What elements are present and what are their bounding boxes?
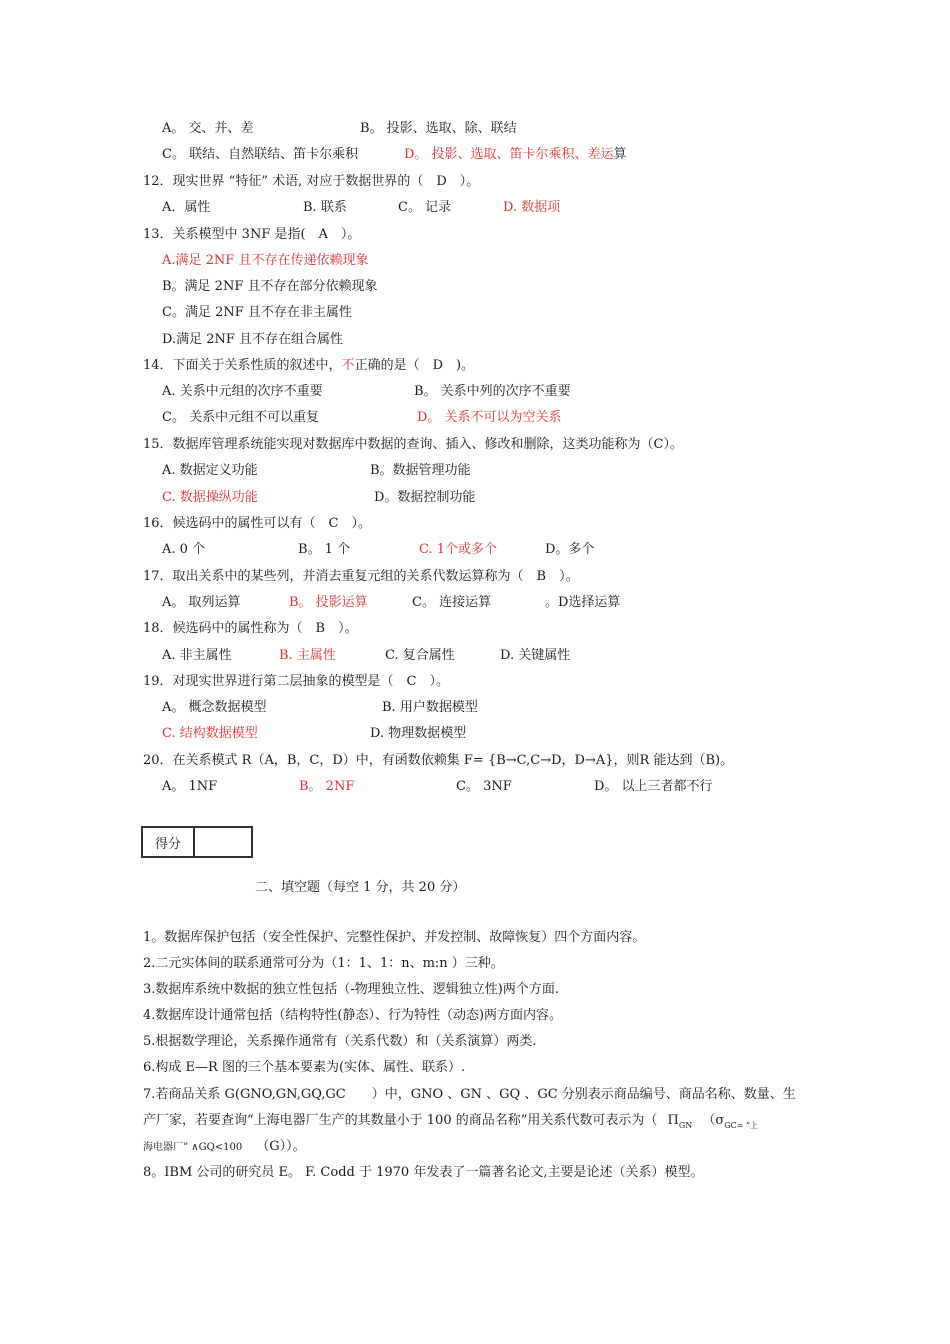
q11-answer-text: D。 投影、选取、笛卡尔乘积、差运 (404, 147, 614, 162)
q19-option-a: A。 概念数据模型 (162, 700, 267, 715)
fill-item-7-line1: 7.若商品关系 G(GNO,GN,GQ,GC ）中，GNO 、GN 、GQ 、GC 分别表示商品编号、商品名称、数量、生 (143, 1087, 796, 1102)
q12-stem: 12．现实世界 “特征” 术语, 对应于数据世界的（ D ）。 (143, 174, 480, 189)
selection-subscript: GC= “上 (724, 1121, 759, 1130)
q13-option-b: B。满足 2NF 且不存在部分依赖现象 (162, 279, 378, 294)
score-box (141, 826, 253, 858)
q15-option-a: A. 数据定义功能 (162, 463, 258, 478)
q15-stem: 15．数据库管理系统能实现对数据库中数据的查询、插入、修改和删除，这类功能称为（C）。 (143, 437, 683, 452)
q18-option-c: C. 复合属性 (385, 648, 455, 663)
fill-item-3: 3.数据库系统中数据的独立性包括（-物理独立性、逻辑独立性)两个方面. (143, 982, 560, 997)
q15-option-d: D。数据控制功能 (374, 490, 476, 505)
fill-item-2: 2.二元实体间的联系通常可分为（1：1、1：n、m:n ）三种。 (143, 956, 504, 971)
score-cell (194, 827, 252, 857)
fill-item-8: 8。IBM 公司的研究员 E。 F. Codd 于 1970 年发表了一篇著名论文,主要是论述（关系）模型。 (143, 1165, 704, 1180)
q16-option-c: C. 1个或多个 (419, 542, 498, 557)
q17-option-d: 。D选择运算 (545, 595, 621, 610)
fill-item-4: 4.数据库设计通常包括（结构特性(静态）、行为特性（动态)两方面内容。 (143, 1008, 563, 1023)
q19-stem: 19．对现实世界进行第二层抽象的模型是（ C ）。 (143, 674, 449, 689)
q12-option-a: A．属性 (162, 200, 211, 215)
q12-option-d: D. 数据项 (503, 200, 561, 215)
fill-item-7-line3 (143, 1138, 306, 1157)
q18-option-b: B. 主属性 (279, 648, 336, 663)
q20-option-b: B。 2NF (299, 779, 355, 794)
q18-stem: 18．候选码中的属性称为（ B ）。 (143, 621, 358, 636)
q15-option-b: B。数据管理功能 (370, 463, 471, 478)
q18-option-a: A. 非主属性 (162, 648, 232, 663)
fill-item-7-end: （G））。 (256, 1139, 306, 1154)
q14-option-c: C。 关系中元组不可以重复 (162, 410, 320, 425)
q20-option-c: C。 3NF (456, 779, 512, 794)
q20-stem: 20．在关系模式 R（A，B，C，D）中，有函数依赖集 F= {B→C,C→D，D→A}，则R 能达到（B)。 (143, 753, 734, 768)
score-label: 得分 (142, 827, 194, 857)
q11-option-c: C。 联结、自然联结、笛卡尔乘积 (162, 147, 359, 162)
projection-subscript: GN (678, 1121, 693, 1130)
q14-stem-pre: 14．下面关于关系性质的叙述中， (143, 358, 342, 373)
q11-option-d-tail: 算 (613, 147, 627, 162)
q13-option-d: D.满足 2NF 且不存在组合属性 (162, 332, 344, 347)
q12-option-c: C。 记录 (398, 200, 452, 215)
q14-option-d: D。 关系不可以为空关系 (417, 410, 562, 425)
selection-symbol: （σ (702, 1113, 725, 1128)
q11-option-b: B。 投影、选取、除、联结 (360, 121, 517, 136)
q14-stem-red: 不 (341, 358, 355, 373)
q19-option-c: C. 结构数据模型 (162, 726, 258, 741)
q17-option-c: C。 连接运算 (412, 595, 492, 610)
q14-stem (143, 357, 474, 375)
q19-option-b: B. 用户数据模型 (382, 700, 478, 715)
q17-stem: 17．取出关系中的某些列，并消去重复元组的关系代数运算称为（ B ）。 (143, 569, 579, 584)
fill-item-5: 5.根据数学理论，关系操作通常有（关系代数）和（关系演算）两类. (143, 1034, 537, 1049)
fill-item-6: 6.构成 E—R 图的三个基本要素为(实体、属性、联系）. (143, 1060, 466, 1075)
fill-item-1: 1。数据库保护包括（安全性保护、完整性保护、并发控制、故障恢复）四个方面内容。 (143, 930, 646, 945)
q11-option-a: A。 交、并、差 (162, 121, 254, 136)
q15-option-c: C. 数据操纵功能 (162, 490, 258, 505)
section-title: 二、填空题（每空 1 分，共 20 分） (255, 880, 466, 895)
q17-option-b: B。 投影运算 (289, 595, 368, 610)
q19-option-d: D. 物理数据模型 (370, 726, 467, 741)
q20-option-a: A。 1NF (162, 779, 218, 794)
q13-option-a: A.满足 2NF 且不存在传递依赖现象 (162, 253, 369, 268)
q13-option-c: C。满足 2NF 且不存在非主属性 (162, 305, 352, 320)
q16-stem: 16．候选码中的属性可以有（ C ）。 (143, 516, 371, 531)
fill-item-7-line2 (143, 1112, 758, 1131)
q16-option-a: A. 0 个 (162, 542, 206, 557)
q14-stem-post: 正确的是（ D )。 (354, 358, 475, 373)
q20-option-d: D。 以上三者都不行 (594, 779, 713, 794)
q11-option-d (404, 146, 627, 164)
q13-stem: 13．关系模型中 3NF 是指( A ）。 (143, 227, 361, 242)
q14-option-b: B。 关系中列的次序不重要 (414, 384, 571, 399)
q16-option-b: B。 1 个 (298, 542, 351, 557)
fill-item-7-text: 产厂家，若要查询“上海电器厂生产的其数量小于 100 的商品名称”用关系代数可表示为（ (143, 1113, 658, 1128)
q16-option-d: D。多个 (545, 542, 595, 557)
q12-option-b: B. 联系 (303, 200, 347, 215)
q18-option-d: D. 关键属性 (500, 648, 571, 663)
q17-option-a: A。 取列运算 (162, 595, 241, 610)
selection-condition: 海电器厂” ∧GQ<100 (143, 1142, 243, 1153)
projection-symbol: Π (667, 1113, 679, 1128)
q14-option-a: A. 关系中元组的次序不重要 (162, 384, 323, 399)
